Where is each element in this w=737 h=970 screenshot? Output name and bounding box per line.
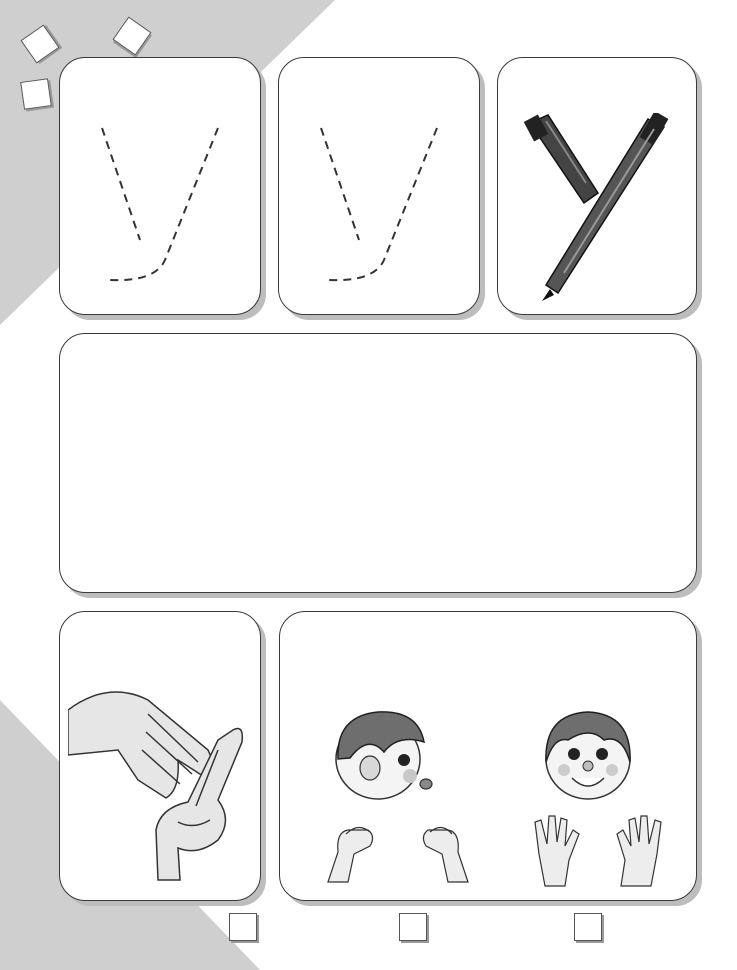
- footer-tile-8: [399, 913, 427, 941]
- pens-letter-illustration: [518, 113, 678, 303]
- footer-tile-aa: [229, 913, 257, 941]
- dot-grid-empty[interactable]: [450, 386, 640, 586]
- card-write-right-hand: [59, 57, 261, 315]
- boy-face-icon: [538, 704, 638, 804]
- tracing-guide-line-left: [321, 128, 437, 280]
- corner-tile-d: [20, 78, 52, 110]
- card-write-left-hand: [278, 57, 480, 315]
- pen-icon: [524, 115, 598, 203]
- boy-face-icon: [328, 704, 438, 804]
- hand-icon: [318, 812, 478, 887]
- footer-tile-cc: [574, 913, 602, 941]
- hand-icon: [525, 810, 675, 888]
- card-articulation: [279, 611, 697, 901]
- letter-u-tracing[interactable]: [80, 120, 240, 300]
- dot-grid-connected[interactable]: [115, 386, 305, 586]
- card-dot-exercise: [59, 333, 697, 593]
- card-compose-letter: [497, 57, 697, 315]
- hands-illustration: [68, 680, 253, 890]
- letter-u-tracing-left[interactable]: [299, 120, 459, 300]
- tracing-guide-line: [102, 128, 218, 280]
- card-hands-letter: [59, 611, 261, 901]
- hand-icon: [68, 692, 212, 798]
